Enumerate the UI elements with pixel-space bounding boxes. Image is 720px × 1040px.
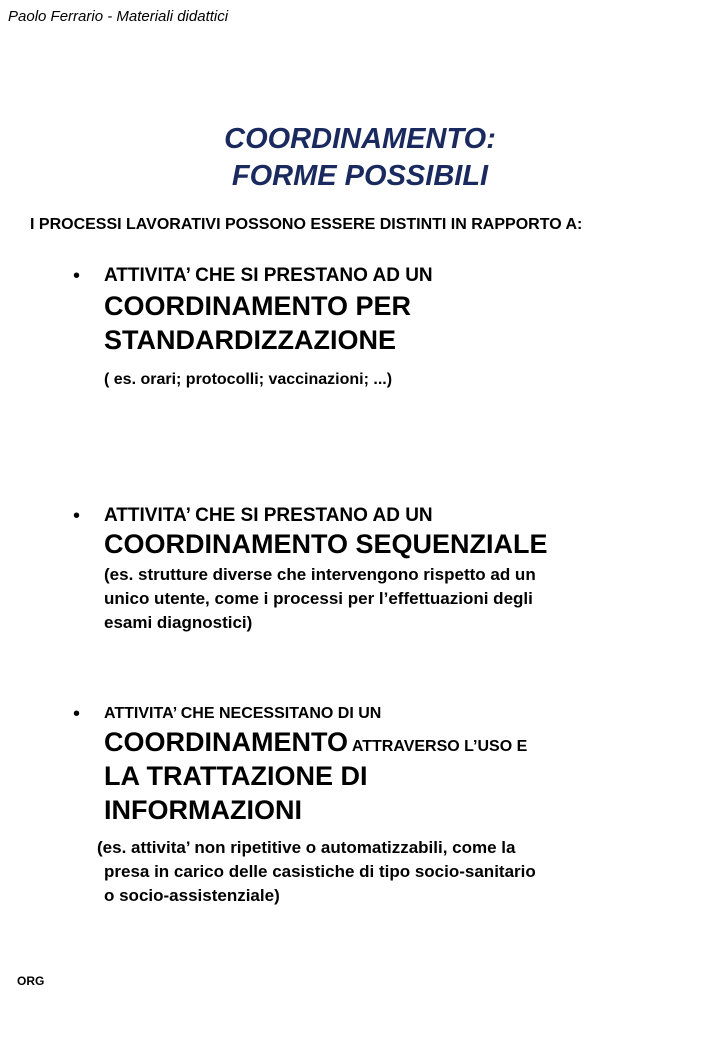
item-3-note-2: presa in carico delle casistiche di tipo socio-sanitario	[104, 862, 536, 881]
header-note: Paolo Ferrario - Materiali didattici	[8, 8, 229, 25]
item-3-lead: ATTIVITA’ CHE NECESSITANO DI UN	[104, 705, 382, 722]
intro-text: I PROCESSI LAVORATIVI POSSONO ESSERE DISTINTI IN RAPPORTO A:	[30, 216, 583, 233]
item-2-note-3: esami diagnostici)	[104, 613, 253, 632]
footer-label: ORG	[17, 974, 45, 988]
item-2-heading-1: COORDINAMENTO SEQUENZIALE	[104, 529, 548, 559]
item-2-lead: ATTIVITA’ CHE SI PRESTANO AD UN	[104, 505, 433, 526]
item-2-note-2: unico utente, come i processi per l’effettuazioni degli	[104, 589, 533, 608]
item-3-heading-1-row	[104, 726, 527, 763]
item-3-heading-1: COORDINAMENTO	[104, 727, 349, 757]
item-1-heading-1: COORDINAMENTO PER	[104, 291, 412, 321]
page-title-line-1: COORDINAMENTO:	[224, 123, 496, 155]
item-3-note-3: o socio-assistenziale)	[104, 886, 280, 905]
item-1-heading-2: STANDARDIZZAZIONE	[104, 325, 396, 355]
page-title-line-2: FORME POSSIBILI	[231, 160, 489, 192]
item-3-heading-2: LA TRATTAZIONE DI	[104, 761, 368, 791]
bullet-3: •	[73, 703, 81, 725]
item-2-note-1: (es. strutture diverse che intervengono rispetto ad un	[104, 565, 536, 584]
bullet-1: •	[73, 265, 81, 287]
item-3-heading-1-tail: ATTRAVERSO L’USO E	[348, 738, 528, 755]
item-3-note-1: (es. attivita’ non ripetitive o automatizzabili, come la	[97, 838, 516, 857]
item-3-heading-3: INFORMAZIONI	[104, 795, 302, 825]
bullet-2: •	[73, 505, 81, 527]
item-1-lead: ATTIVITA’ CHE SI PRESTANO AD UN	[104, 265, 433, 286]
item-1-note-1: ( es. orari; protocolli; vaccinazioni; ...)	[104, 371, 393, 388]
